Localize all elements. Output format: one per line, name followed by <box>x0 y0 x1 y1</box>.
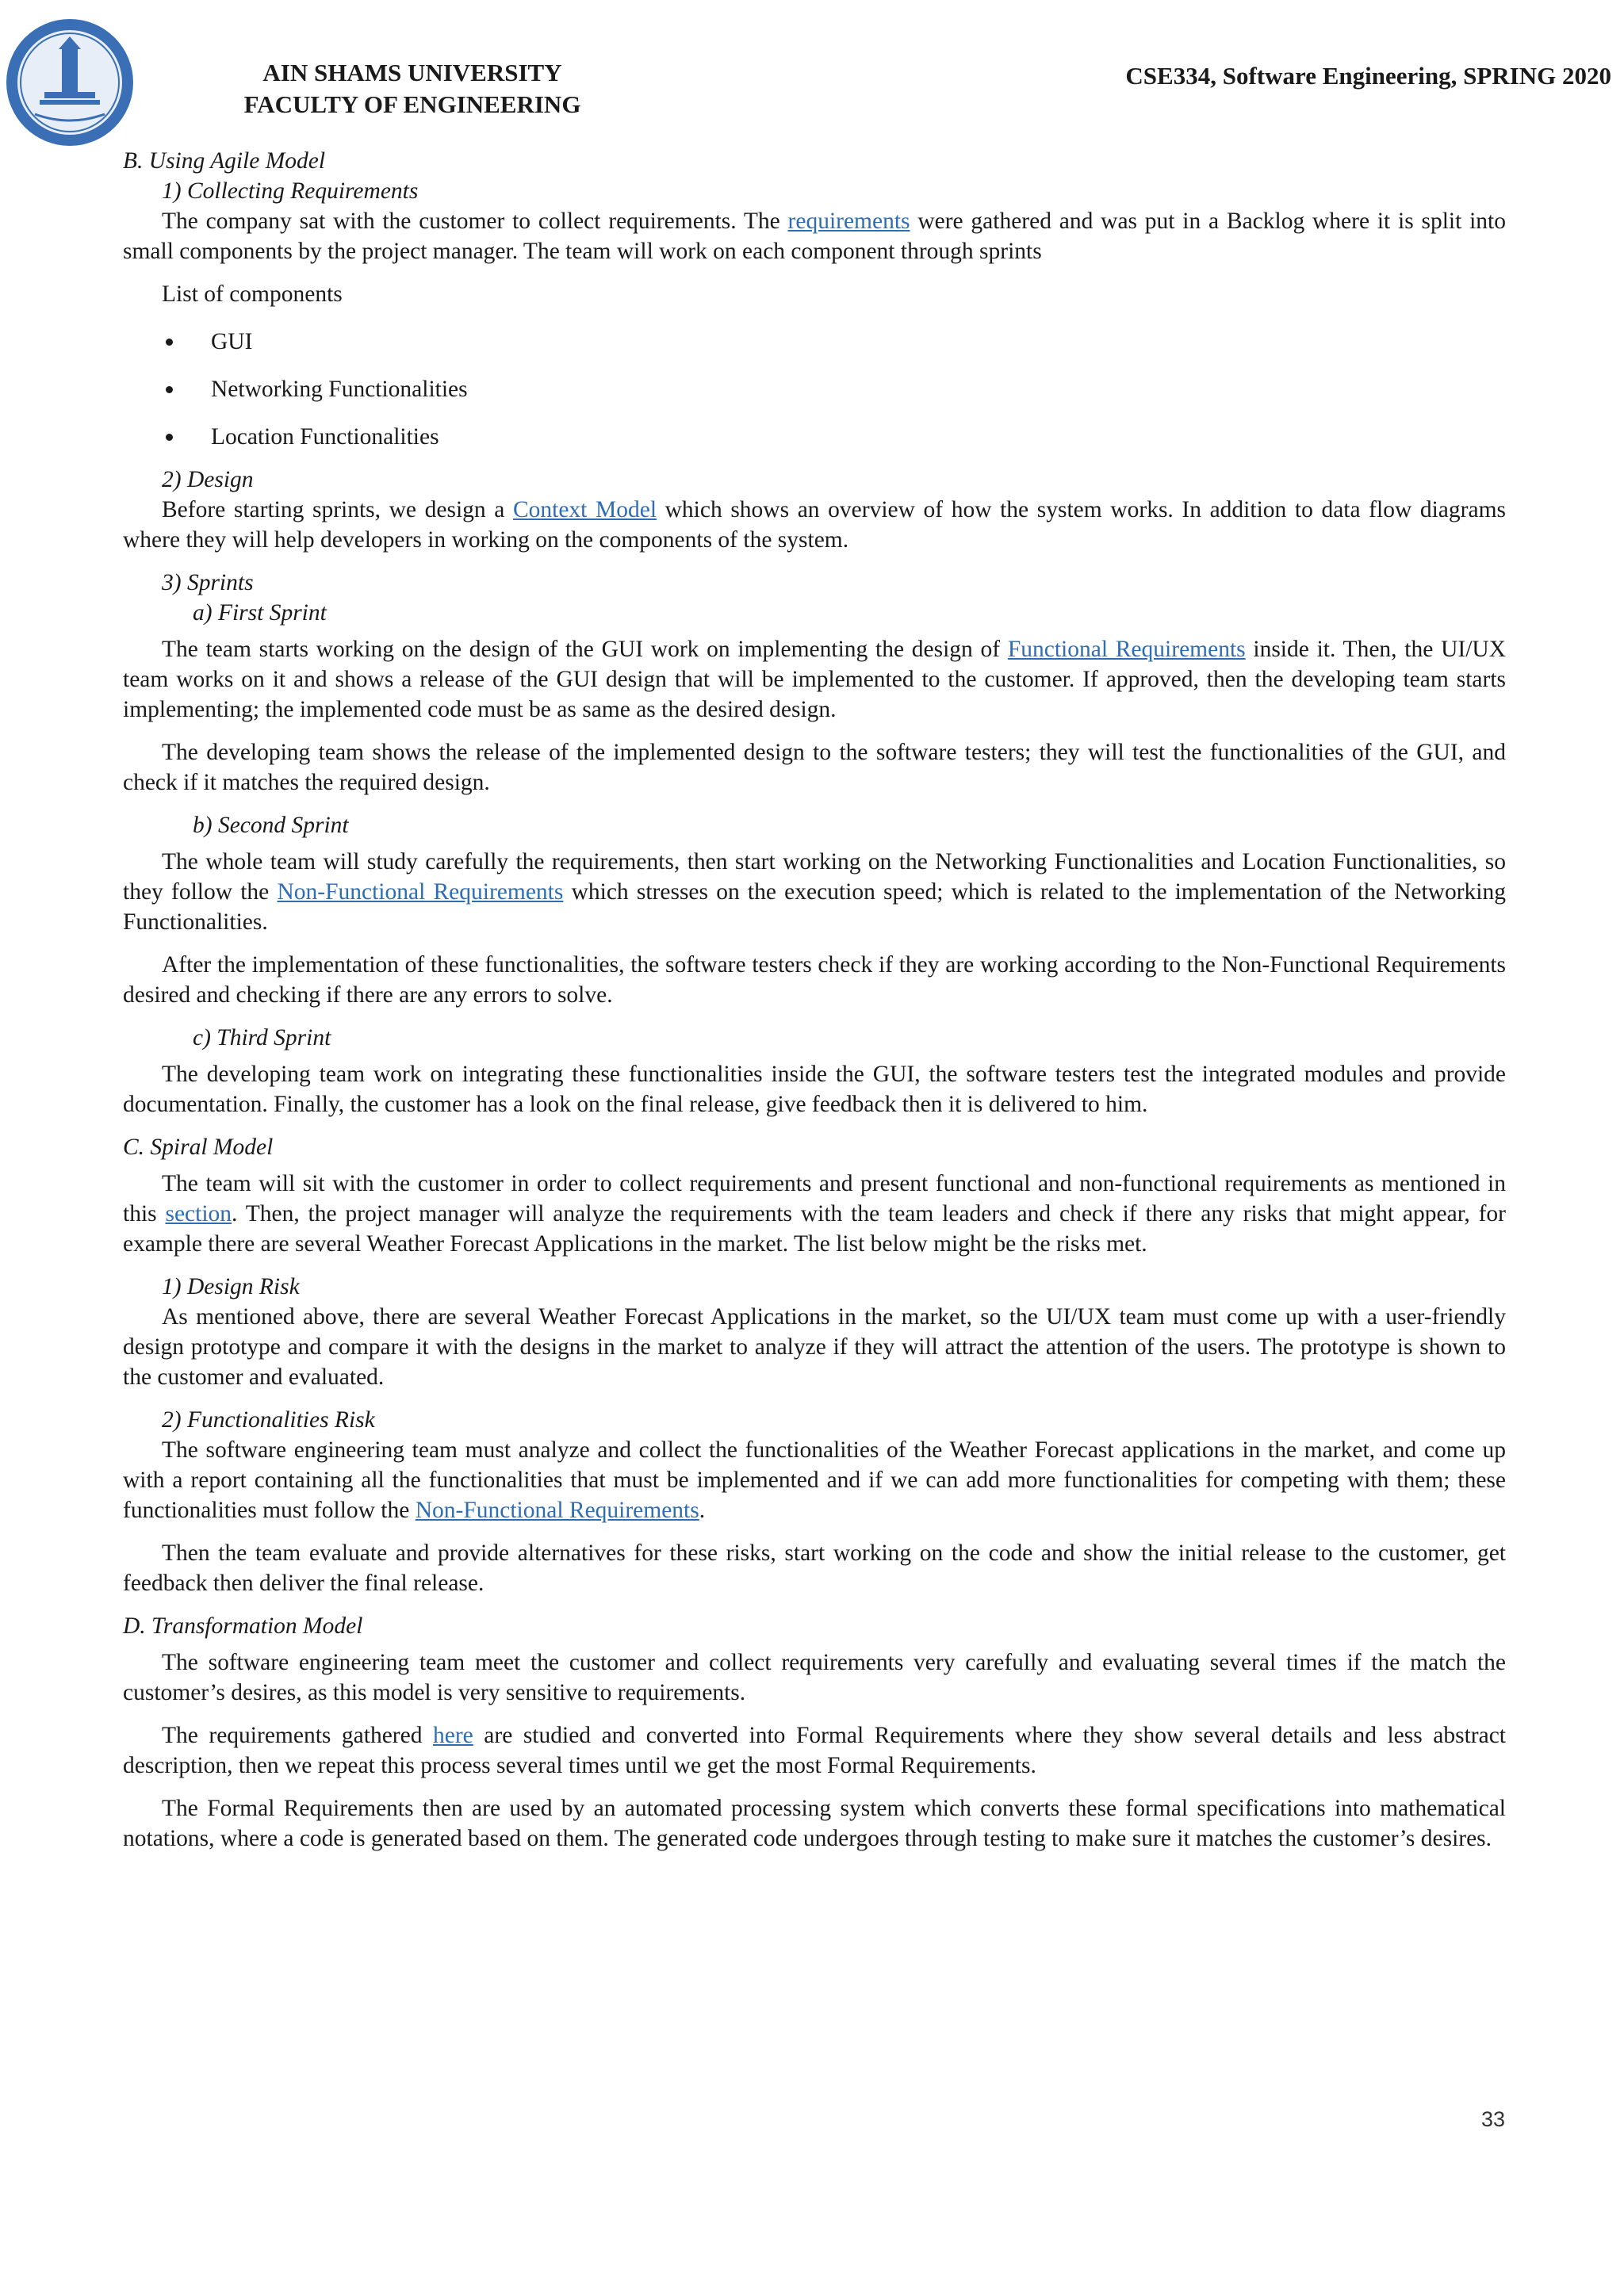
paragraph-second-sprint-2: After the implementation of these functionalities, the software testers check if they are working according to the Non-Functional Requirements desired and checking if there are any errors to solve. <box>123 952 1506 1008</box>
page-number: 33 <box>1480 2107 1505 2131</box>
subheading-design-risk: 1) Design Risk <box>162 1274 300 1299</box>
paragraph-functionalities-risk: The software engineering team must analyze and collect the functionalities of the Weather Forecast applications in the market, and come up with a report containing all the functionalities that must be implemented and if we can add more functionalities for competing with them; these functionalities must follow the Non-Functional Requirements. <box>123 1437 1506 1523</box>
link-requirements[interactable]: requirements <box>787 209 910 234</box>
list-title: List of components <box>162 281 343 307</box>
link-section[interactable]: section <box>165 1201 232 1226</box>
paragraph-transformation-3: The Formal Requirements then are used by an automated processing system which converts these formal specifications into mathematical notations, where a code is generated based on them. The generated code undergoes through testing to make sure it matches the customer’s desires. <box>123 1796 1506 1851</box>
subheading-third-sprint: c) Third Sprint <box>193 1025 331 1050</box>
paragraph-spiral-end: Then the team evaluate and provide alternatives for these risks, start working on the code and show the initial release to the customer, get feedback then deliver the final release. <box>123 1540 1506 1596</box>
paragraph-transformation-2: The requirements gathered here are studied and converted into Formal Requirements where they show several details and less abstract description, then we repeat this process several times until we get the most Formal Requirements. <box>123 1723 1506 1778</box>
faculty-name: FACULTY OF ENGINEERING <box>243 90 581 118</box>
link-non-functional-requirements-2[interactable]: Non-Functional Requirements <box>415 1498 699 1523</box>
course-title: CSE334, Software Engineering, SPRING 2020 <box>1125 62 1611 90</box>
section-heading-transformation: D. Transformation Model <box>123 1613 363 1639</box>
paragraph-third-sprint: The developing team work on integrating these functionalities inside the GUI, the software testers test the integrated modules and provide documentation. Finally, the customer has a look on the final release, give feedback then it is delivered to him. <box>123 1062 1506 1117</box>
list-item: GUI <box>123 327 1506 357</box>
paragraph-first-sprint-2: The developing team shows the release of the implemented design to the software testers; they will test the functionalities of the GUI, and check if it matches the required design. <box>123 740 1506 795</box>
subheading-functionalities-risk: 2) Functionalities Risk <box>162 1407 375 1433</box>
subheading-second-sprint: b) Second Sprint <box>193 813 349 838</box>
section-heading-spiral: C. Spiral Model <box>123 1135 274 1160</box>
link-non-functional-requirements[interactable]: Non-Functional Requirements <box>277 879 564 905</box>
subheading-collecting-requirements: 1) Collecting Requirements <box>162 178 419 204</box>
subheading-first-sprint: a) First Sprint <box>193 600 327 626</box>
bullet-icon <box>166 339 173 346</box>
subheading-design: 2) Design <box>162 467 254 492</box>
paragraph-collecting: The company sat with the customer to collect requirements. The requirements were gathered and was put in a Backlog where it is split into small components by the project manager. The team will work on each component through sprints <box>123 209 1506 264</box>
header-institution <box>198 57 626 121</box>
bullet-icon <box>166 386 173 393</box>
list-item: Location Functionalities <box>123 422 1506 452</box>
paragraph-design-risk: As mentioned above, there are several Weather Forecast Applications in the market, so the UI/UX team must come up with a user-friendly design prototype and compare it with the designs in the market to analyze if they will attract the attention of the users. The prototype is shown to the customer and evaluated. <box>123 1304 1506 1390</box>
paragraph-spiral: The team will sit with the customer in order to collect requirements and present functional and non-functional requirements as mentioned in this section. Then, the project manager will analyze the requirements with the team leaders and check if there any risks that might appear, for example there are several Weather Forecast Applications in the market. The list below might be the risks met. <box>123 1171 1506 1257</box>
paragraph-second-sprint-1: The whole team will study carefully the requirements, then start working on the Networking Functionalities and Location Functionalities, so they follow the Non-Functional Requirements which stresses on the execution speed; which is related to the implementation of the Networking Functionalities. <box>123 849 1506 935</box>
link-functional-requirements[interactable]: Functional Requirements <box>1007 637 1246 662</box>
list-item: Networking Functionalities <box>123 374 1506 404</box>
paragraph-first-sprint-1: The team starts working on the design of the GUI work on implementing the design of Functional Requirements inside it. Then, the UI/UX team works on it and shows a release of the GUI design that will be implemented to the customer. If approved, then the developing team starts implementing; the implemented code must be as same as the desired design. <box>123 637 1507 722</box>
document-body <box>123 146 1506 1854</box>
paragraph-design: Before starting sprints, we design a Context Model which shows an overview of how the system works. In addition to data flow diagrams where they will help developers in working on the components of the system. <box>123 497 1506 553</box>
university-name: AIN SHAMS UNIVERSITY <box>262 59 562 86</box>
components-list <box>123 327 1506 452</box>
link-here[interactable]: here <box>433 1723 473 1748</box>
paragraph-transformation-1: The software engineering team meet the customer and collect requirements very carefully and evaluating several times if the match the customer’s desires, as this model is very sensitive to requirements. <box>123 1650 1506 1705</box>
subheading-sprints: 3) Sprints <box>162 570 254 595</box>
university-seal-logo <box>3 16 136 149</box>
bullet-icon <box>166 434 173 441</box>
section-heading-agile: B. Using Agile Model <box>123 148 326 174</box>
link-context-model[interactable]: Context Model <box>512 497 657 522</box>
